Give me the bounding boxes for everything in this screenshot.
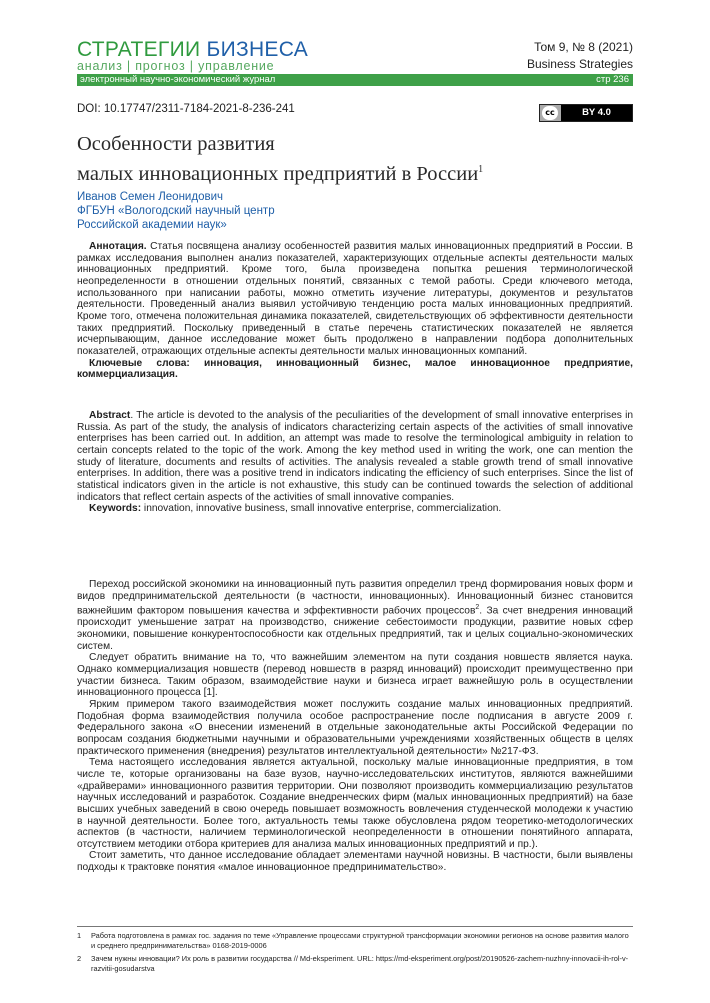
author-block	[77, 190, 275, 232]
article-body	[77, 579, 633, 874]
journal-tagline: анализ | прогноз | управление	[77, 59, 275, 73]
cc-logo-icon: cc	[542, 106, 558, 120]
footnote-number: 1	[77, 931, 82, 940]
paragraph-3: Ярким примером такого взаимодействия может послужить создание малых инновационных предприятий. Подобная форма взаимодействия получила особое распространение после подписания в августе 2009 г. Федерального закона «О внесении изменений в отдельные законодательные акты Российской Федерации по вопросам создания бюджетными научными и образовательными учреждениями хозяйственных обществ в целях практического применения (внедрения) результатов интеллектуальной деятельности» №217-ФЗ.	[77, 698, 633, 757]
footnote-divider	[77, 926, 633, 927]
abstract-en-label: Abstract	[89, 410, 131, 421]
footnotes	[77, 931, 633, 977]
abstract-en-text: . The article is devoted to the analysis of the peculiarities of the development of small innovative enterprises in Russia. As part of the study, the analysis of indicators characterizing certain aspects of the activities of small innovative enterprises has been carried out. In addition, an attempt was made to resolve the terminological ambiguity in relation to certain concepts related to the topic of the work. Among the key method used in writing the work, one can mention the study of literature, documents and results of activities. The analysis revealed a stable growth trend of small innovative enterprises. In addition, there was a positive trend in indicators indicating the efficiency of such enterprises. Since the list of statistical indicators given in the article is not exhaustive, this study can be continued towards the selection of additional indicators that reflect certain aspects of the activities of small innovative companies.	[77, 410, 633, 503]
paragraph-2: Следует обратить внимание на то, что важнейшим элементом на пути создания новшеств является наука. Однако коммерциализация новшеств (перевод новшеств в разряд инноваций) происходит преимущественно при участии бизнеса. Таким образом, взаимодействие науки и бизнеса играет важнейшую роль в осуществлении инновационного процесса [1].	[77, 652, 633, 699]
title-line-2: малых инновационных предприятий в России$^1$	[77, 162, 484, 185]
affiliation-line-1: ФГБУН «Вологодский научный центр	[77, 205, 275, 217]
author-name[interactable]: Иванов Семен Леонидович	[77, 191, 223, 203]
journal-subtitle: электронный научно-экономический журнал	[80, 74, 276, 85]
license-label: BY 4.0	[561, 105, 632, 121]
title-line-1: Особенности развития	[77, 133, 275, 155]
keywords-en-label: Keywords:	[89, 503, 142, 515]
footnote-item	[77, 954, 633, 974]
footnote-text[interactable]: Зачем нужны инновации? Их роль в развитии государства // Md-eksperiment. URL: https://md-eksperiment.org/post/20190526-zachem-nuzhny-innovacii-ih-rol-v-razvitii-gosudarstva	[91, 954, 629, 973]
doi: DOI: 10.17747/2311-7184-2021-8-236-241	[77, 103, 295, 115]
title-footnote-mark[interactable]: 1	[478, 164, 484, 175]
paragraph-1: Переход российской экономики на инновационный путь развития определил тренд формирования новых форм и видов предпринимательской деятельности (в частности, инновационных). Инновационный бизнес становится важнейшим фактором повышения качества и эффективности рабочих процессов$^2$. За счет внедрения инноваций происходит уменьшение затрат на производство, снижение себестоимости продукции, развитие новых сфер экономики, повышение конкурентоспособности как отдельных предприятий, так и целых социально-экономических систем.	[77, 579, 633, 652]
abstract-ru	[77, 241, 633, 381]
footnote-text: Работа подготовлена в рамках гос. задания по теме «Управление процессами структурной трансформации экономики регионов на основе развития малого и среднего предпринимательства» 0168-2019-0006	[91, 931, 629, 950]
page-number: стр 236	[596, 74, 629, 85]
abstract-ru-label: Аннотация.	[89, 241, 147, 252]
paragraph-5: Стоит заметить, что данное исследование обладает элементами научной новизны. В частности, были выявлены подходы к трактовке понятия «малое инновационное предпринимательство».	[77, 850, 633, 874]
abstract-ru-text: Статья посвящена анализу особенностей развития малых инновационных предприятий в России. В рамках исследования выполнен анализ показателей, характеризующих отдельные аспекты деятельности малых инновационных предприятий. Кроме того, была произведена попытка решения терминологической неопределенности в отношении отдельных понятий, связанных с темой работы. Среди ключевого метода, использованного при написании работы, можно отметить изучение литературы, документов и результатов деятельности. Проведенный анализ выявил устойчивую тенденцию роста малых инновационных предприятий. Кроме того, отмечена положительная динамика показателей, свидетельствующих об эффективности деятельности таких предприятий. Поскольку приведенный в статье перечень статистических показателей не является исчерпывающим, данное исследование может быть продолжено в направлении подбора дополнительных показателей, отражающих отдельные аспекты деятельности малых инновационных компаний.	[77, 241, 633, 357]
keywords-en: innovation, innovative business, small innovative enterprise, commercialization.	[141, 503, 502, 515]
abstract-en	[77, 410, 633, 515]
journal-name: Business Strategies	[526, 57, 633, 71]
footnote-ref-2[interactable]: 2	[475, 604, 480, 612]
logo-word-business: БИЗНЕСА	[206, 38, 309, 61]
cc-license-badge[interactable]	[539, 104, 633, 122]
issue-info: Том 9, № 8 (2021)	[534, 40, 633, 54]
article-title	[77, 131, 483, 187]
paragraph-4: Тема настоящего исследования является актуальной, поскольку малые инновационные предприятия, в том числе те, которые организованы на базе вузов, научно-исследовательских институтов, являются важнейшими «драйверами» инновационного развития территории. Они позволяют производить коммерциализацию результатов научных исследований и разработок. Создание внедренческих фирм (малых инновационных предприятий) на базе высших учебных заведений в свою очередь повышает возможность вовлечения студенческой молодежи к участию в научной деятельности. Более того, актуальность темы также обусловлена рядом теоретико-методологических аспектов (в частности, наличием терминологической неопределенности в отношении понятийного аппарата, отсутствием методики отбора критериев для анализа малых инновационных предприятий и пр.).	[77, 757, 633, 850]
footnote-number: 2	[77, 954, 82, 963]
keywords-ru: Ключевые слова: инновация, инновационный бизнес, малое инновационное предприятие, коммерциализация.	[77, 357, 633, 381]
affiliation-line-2: Российской академии наук»	[77, 219, 227, 231]
header-bar	[77, 74, 633, 86]
logo-word-strategies: СТРАТЕГИИ	[77, 38, 201, 61]
footnote-item	[77, 931, 633, 951]
